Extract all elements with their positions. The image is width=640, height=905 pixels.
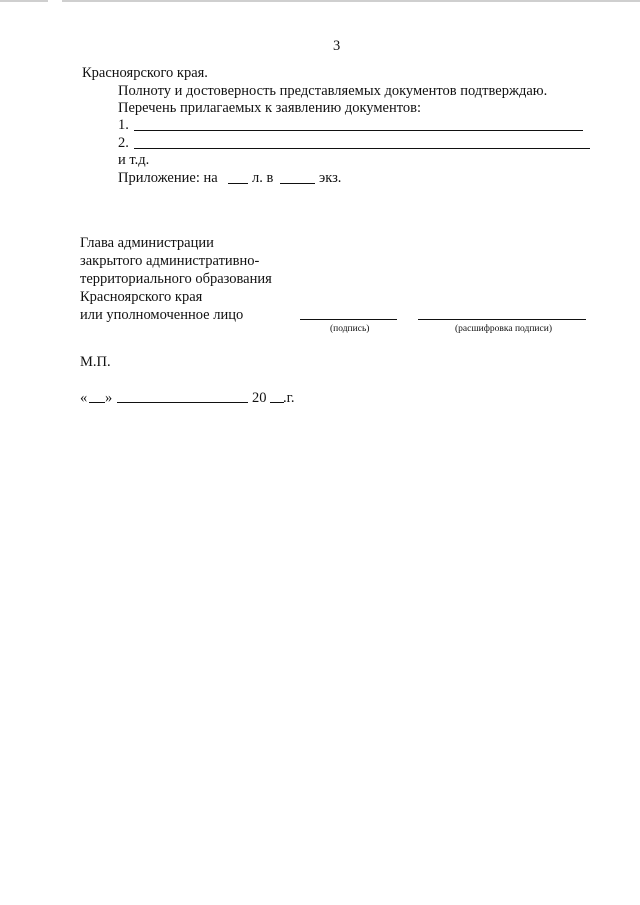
list-item-1-number: 1. [118, 117, 129, 133]
region-line: Красноярского края. [82, 65, 208, 81]
appendix-sheets-word: л. в [252, 170, 274, 186]
signer-title-line-1: Глава администрации [80, 235, 214, 251]
list-heading: Перечень прилагаемых к заявлению документов: [118, 100, 421, 116]
stamp-mark: М.П. [80, 354, 111, 370]
signer-title-line-5: или уполномоченное лицо [80, 307, 244, 323]
list-item-2-number: 2. [118, 135, 129, 151]
date-year-suffix: .г. [283, 390, 295, 406]
list-item-2-blank [134, 148, 590, 149]
signature-transcript-caption: (расшифровка подписи) [455, 324, 552, 334]
appendix-copies-blank [280, 183, 315, 184]
page-number: 3 [333, 38, 341, 54]
date-year-blank [270, 402, 284, 403]
appendix-sheets-blank [228, 183, 248, 184]
date-year-prefix: 20 [252, 390, 267, 406]
appendix-copies-word: экз. [319, 170, 342, 186]
date-month-blank [117, 402, 248, 403]
etc-line: и т.д. [118, 152, 150, 168]
page-top-edge [0, 0, 640, 2]
date-day-blank [89, 402, 105, 403]
date-close-quote: » [105, 390, 113, 406]
appendix-label: Приложение: на [118, 170, 218, 186]
signature-transcript-blank [418, 319, 586, 320]
signature-blank [300, 319, 397, 320]
signer-title-line-4: Красноярского края [80, 289, 203, 305]
confirm-line: Полноту и достоверность представляемых документов подтверждаю. [118, 83, 548, 99]
date-open-quote: « [80, 390, 88, 406]
signature-caption: (подпись) [330, 324, 370, 334]
list-item-1-blank [134, 130, 583, 131]
signer-title-line-3: территориального образования [80, 271, 272, 287]
signer-title-line-2: закрытого административно- [80, 253, 260, 269]
